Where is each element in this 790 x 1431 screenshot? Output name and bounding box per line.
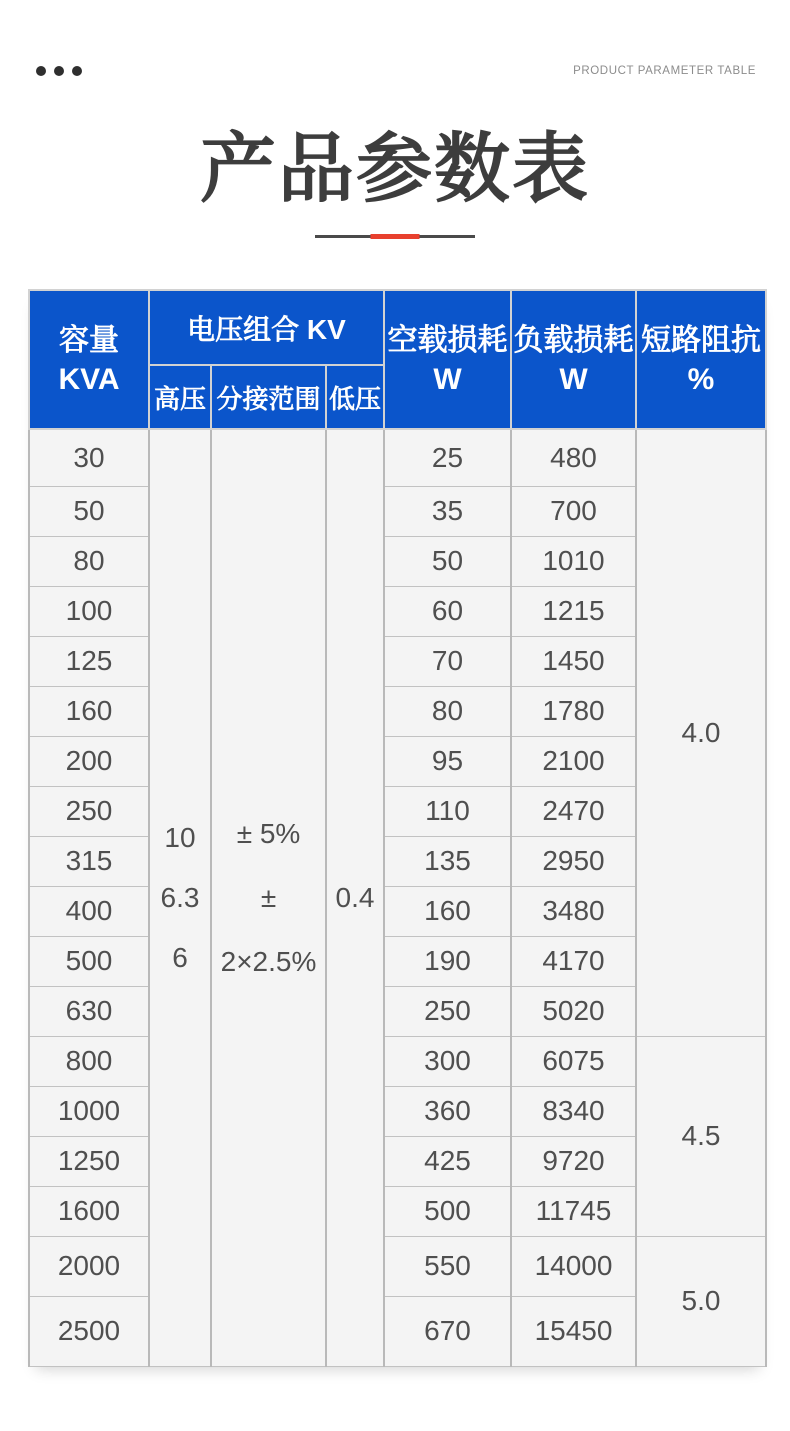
no-load-loss-cell: 25 — [384, 429, 511, 486]
page-subtitle: PRODUCT PARAMETER TABLE — [573, 65, 756, 77]
low-voltage-merged-cell — [326, 429, 384, 1366]
high-voltage-value: 6.3 — [160, 881, 200, 913]
no-load-loss-cell: 110 — [384, 786, 511, 836]
no-load-loss-cell: 670 — [384, 1296, 511, 1366]
tap-range-value: ± 5% — [236, 817, 301, 849]
capacity-cell: 50 — [29, 486, 149, 536]
no-load-loss-cell: 95 — [384, 736, 511, 786]
tap-range-value: ± 2×2.5% — [220, 881, 317, 977]
no-load-loss-cell: 50 — [384, 536, 511, 586]
no-load-loss-cell: 425 — [384, 1136, 511, 1186]
load-loss-cell: 9720 — [511, 1136, 636, 1186]
no-load-loss-cell: 500 — [384, 1186, 511, 1236]
load-loss-cell: 5020 — [511, 986, 636, 1036]
col-header-capacity-line1: 容量 — [59, 323, 119, 357]
capacity-cell: 500 — [29, 936, 149, 986]
capacity-cell: 250 — [29, 786, 149, 836]
col-header-high-voltage: 高压 — [149, 365, 211, 429]
capacity-cell: 30 — [29, 429, 149, 486]
col-header-impedance-line1: 短路阻抗 — [641, 323, 761, 357]
table-header-row-1 — [29, 290, 766, 365]
col-header-load-loss-line1: 负载损耗 — [513, 323, 634, 357]
capacity-cell: 400 — [29, 886, 149, 936]
no-load-loss-cell: 360 — [384, 1086, 511, 1136]
no-load-loss-cell: 300 — [384, 1036, 511, 1086]
load-loss-cell: 2950 — [511, 836, 636, 886]
capacity-cell: 1000 — [29, 1086, 149, 1136]
capacity-cell: 1600 — [29, 1186, 149, 1236]
top-bar — [36, 64, 756, 78]
load-loss-cell: 700 — [511, 486, 636, 536]
load-loss-cell: 4170 — [511, 936, 636, 986]
col-header-voltage-group: 电压组合 KV — [149, 290, 384, 365]
load-loss-cell: 14000 — [511, 1236, 636, 1296]
dot-icon — [72, 66, 82, 76]
table-row — [29, 1236, 766, 1296]
high-voltage-value: 6 — [172, 941, 188, 973]
load-loss-cell: 11745 — [511, 1186, 636, 1236]
impedance-cell: 5.0 — [636, 1236, 766, 1366]
low-voltage-value: 0.4 — [335, 881, 375, 913]
high-voltage-value: 10 — [164, 821, 196, 853]
load-loss-cell: 2470 — [511, 786, 636, 836]
capacity-cell: 800 — [29, 1036, 149, 1086]
capacity-cell: 315 — [29, 836, 149, 886]
dot-icon — [36, 66, 46, 76]
table-row — [29, 1036, 766, 1086]
no-load-loss-cell: 135 — [384, 836, 511, 886]
impedance-cell: 4.5 — [636, 1036, 766, 1236]
no-load-loss-cell: 35 — [384, 486, 511, 536]
col-header-impedance-line2: % — [687, 362, 715, 396]
load-loss-cell: 8340 — [511, 1086, 636, 1136]
col-header-no-load-loss-line2: W — [433, 362, 462, 396]
divider-red-accent — [371, 234, 420, 239]
no-load-loss-cell: 550 — [384, 1236, 511, 1296]
col-header-no-load-loss — [384, 290, 511, 429]
capacity-cell: 630 — [29, 986, 149, 1036]
no-load-loss-cell: 250 — [384, 986, 511, 1036]
capacity-cell: 125 — [29, 636, 149, 686]
load-loss-cell: 480 — [511, 429, 636, 486]
capacity-cell: 2500 — [29, 1296, 149, 1366]
table-row — [29, 429, 766, 486]
no-load-loss-cell: 70 — [384, 636, 511, 686]
col-header-capacity — [29, 290, 149, 429]
menu-dots-icon — [36, 66, 82, 76]
col-header-impedance — [636, 290, 766, 429]
tap-range-merged-cell — [211, 429, 326, 1366]
table-header — [29, 290, 766, 429]
load-loss-cell: 6075 — [511, 1036, 636, 1086]
capacity-cell: 200 — [29, 736, 149, 786]
dot-icon — [54, 66, 64, 76]
col-header-load-loss-line2: W — [559, 362, 588, 396]
page-title: 产品参数表 — [200, 127, 590, 212]
col-header-load-loss — [511, 290, 636, 429]
no-load-loss-cell: 60 — [384, 586, 511, 636]
load-loss-cell: 3480 — [511, 886, 636, 936]
load-loss-cell: 2100 — [511, 736, 636, 786]
capacity-cell: 100 — [29, 586, 149, 636]
capacity-cell: 2000 — [29, 1236, 149, 1296]
no-load-loss-cell: 80 — [384, 686, 511, 736]
load-loss-cell: 1010 — [511, 536, 636, 586]
load-loss-cell: 1780 — [511, 686, 636, 736]
capacity-cell: 80 — [29, 536, 149, 586]
table-body — [29, 429, 766, 1366]
no-load-loss-cell: 160 — [384, 886, 511, 936]
col-header-no-load-loss-line1: 空载损耗 — [387, 323, 508, 357]
col-header-tap-range: 分接范围 — [211, 365, 326, 429]
no-load-loss-cell: 190 — [384, 936, 511, 986]
capacity-cell: 160 — [29, 686, 149, 736]
load-loss-cell: 1215 — [511, 586, 636, 636]
high-voltage-merged-cell — [149, 429, 211, 1366]
capacity-cell: 1250 — [29, 1136, 149, 1186]
col-header-low-voltage: 低压 — [326, 365, 384, 429]
product-parameter-table — [28, 289, 767, 1367]
title-divider — [315, 234, 475, 239]
impedance-cell: 4.0 — [636, 429, 766, 1036]
load-loss-cell: 15450 — [511, 1296, 636, 1366]
col-header-capacity-line2: KVA — [58, 362, 120, 396]
load-loss-cell: 1450 — [511, 636, 636, 686]
